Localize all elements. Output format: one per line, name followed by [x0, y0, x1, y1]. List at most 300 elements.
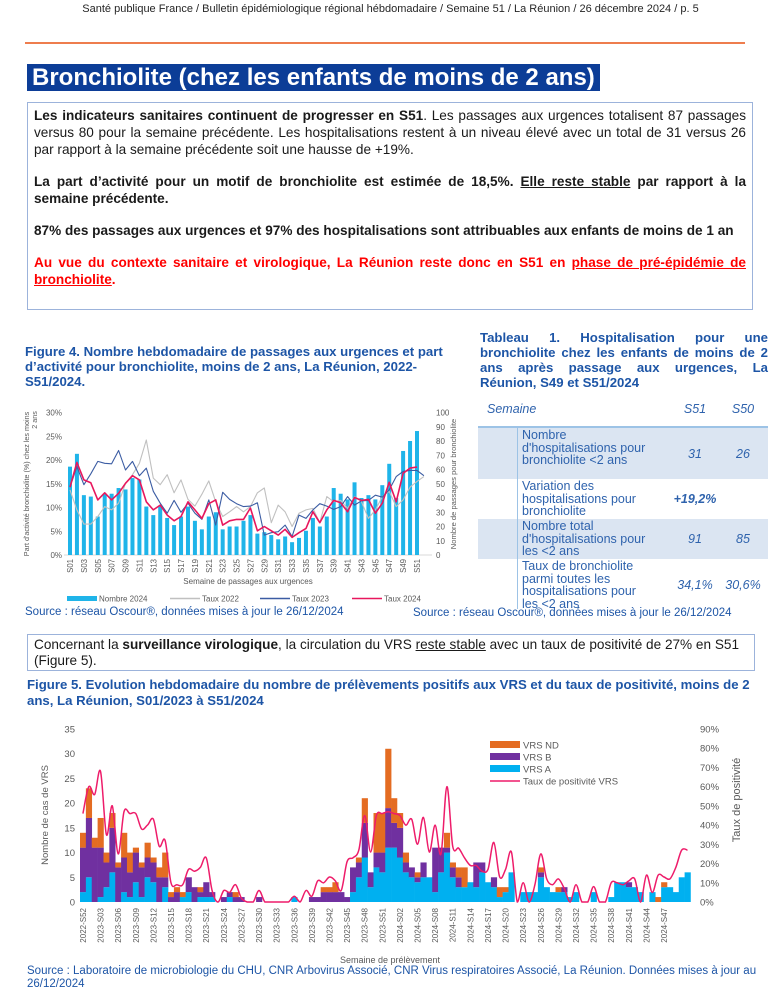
x-tick-label: 2024-S41	[624, 908, 634, 943]
figure5-source: Source : Laboratoire de microbiologie du CHU, CNR Arbovirus Associé, CNR Virus respiratoires Associé, La Réunion. Données mises à jour au 26/12/2024	[27, 965, 757, 990]
bar-vrs-b	[456, 877, 462, 887]
header-divider	[25, 42, 745, 44]
y-right-tick-label: 20	[436, 522, 445, 532]
summary-paragraph-3: 87% des passages aux urgences et 97% des hospitalisations sont attribuables aux enfants de moins de 1 an	[34, 223, 734, 238]
bar-vrs-a	[479, 872, 485, 902]
bar-vrs-nd	[503, 887, 509, 892]
bar-nombre-2024	[269, 535, 273, 555]
bar-nombre-2024	[366, 495, 370, 555]
x-tick-label: 2024-S11	[448, 908, 458, 943]
x-tick-label: 2023-S33	[272, 908, 282, 943]
summary-p1-lead: Les indicateurs sanitaires continuent de progresser en S51	[34, 108, 424, 123]
bar-vrs-b	[145, 858, 151, 878]
bar-vrs-nd	[115, 862, 121, 867]
bar-vrs-b	[186, 877, 192, 892]
legend-swatch-vrs-a	[490, 765, 520, 772]
bar-vrs-a	[485, 882, 491, 902]
bar-vrs-b	[133, 853, 139, 883]
legend-swatch-vrs-b	[490, 753, 520, 760]
y-left-tick-label: 20	[64, 798, 75, 810]
bar-nombre-2024	[151, 515, 155, 555]
x-tick-label: S33	[288, 559, 298, 573]
x-tick-label: S09	[121, 559, 131, 573]
x-tick-label: S01	[66, 559, 75, 573]
bar-vrs-b	[233, 897, 239, 902]
y-right-tick-label: 70	[436, 451, 445, 461]
x-tick-label: S05	[93, 559, 103, 573]
bar-vrs-a	[98, 897, 104, 902]
y-left-tick-label: 30	[64, 749, 75, 761]
bar-vrs-a	[86, 877, 92, 902]
x-tick-label: 2023-S21	[202, 908, 212, 943]
x-tick-label: S15	[163, 559, 173, 573]
table1-row-label: Variation des hospitalisations pour bronchiolite	[522, 479, 636, 519]
x-tick-label: S19	[190, 559, 200, 573]
bar-nombre-2024	[179, 517, 183, 555]
bar-vrs-b	[397, 828, 403, 858]
bar-nombre-2024	[283, 536, 287, 555]
bar-vrs-nd	[127, 853, 133, 873]
bar-nombre-2024	[137, 479, 141, 555]
y-right-tick-label: 0	[436, 551, 441, 560]
bar-vrs-nd	[403, 853, 409, 863]
bar-nombre-2024	[290, 542, 294, 555]
bar-nombre-2024	[103, 494, 107, 555]
bar-vrs-nd	[233, 892, 239, 897]
bar-vrs-a	[661, 887, 667, 902]
y-right-tick-label: 80	[436, 437, 445, 446]
bar-nombre-2024	[255, 534, 259, 555]
x-tick-label: 2023-S12	[149, 908, 159, 943]
bar-vrs-b	[315, 897, 321, 902]
x-tick-label: 2023-S48	[360, 908, 370, 943]
summary-paragraph-4-alert	[34, 254, 746, 288]
x-tick-label: 2023-S27	[237, 908, 247, 943]
legend-label: Taux 2024	[384, 594, 421, 604]
bar-nombre-2024	[276, 539, 280, 555]
figure4-source: Source : réseau Oscour®, données mises à jour le 26/12/2024	[25, 606, 344, 618]
bar-nombre-2024	[311, 518, 315, 555]
legend-swatch-nombre-2024	[67, 596, 97, 601]
bar-vrs-b	[356, 862, 362, 877]
bar-vrs-a	[121, 892, 127, 902]
table-row	[478, 519, 768, 559]
bar-nombre-2024	[144, 507, 148, 555]
line-taux-2023	[70, 451, 424, 537]
x-tick-label: S17	[177, 559, 187, 573]
bar-vrs-nd	[197, 887, 203, 892]
bar-nombre-2024	[242, 521, 246, 555]
bar-vrs-a	[103, 887, 109, 902]
y-left-tick-label: 10	[64, 848, 75, 860]
figure5-chart	[20, 715, 781, 967]
bar-vrs-nd	[180, 892, 186, 897]
bar-vrs-a	[356, 877, 362, 902]
bar-nombre-2024	[158, 507, 162, 555]
x-tick-label: 2023-S03	[96, 908, 106, 943]
x-tick-label: S29	[260, 559, 270, 573]
x-tick-label: 2024-S17	[484, 908, 493, 943]
y-left-tick-label: 5%	[50, 527, 62, 537]
x-tick-label: 2024-S23	[519, 908, 529, 943]
x-axis-title: Semaine de prélèvement	[339, 955, 441, 965]
bar-vrs-a	[456, 887, 462, 902]
x-tick-label: 2023-S18	[184, 908, 194, 943]
table1-header-semaine: Semaine	[487, 402, 537, 416]
y-right-tick-label: 90%	[700, 724, 720, 736]
virology-t3: , la circulation du VRS	[278, 637, 416, 652]
y-right-tick-label: 20%	[700, 859, 720, 871]
y-left-tick-label: 5	[69, 872, 75, 884]
summary-p4-phase: phase de pré-épidémie de bronchiolite	[34, 255, 746, 287]
y-left-tick-label: 25	[64, 773, 75, 785]
bar-vrs-b	[309, 897, 315, 902]
bar-vrs-nd	[444, 833, 450, 848]
table1-header-s51: S51	[683, 402, 707, 416]
y-right-tick-label: 40	[436, 494, 445, 503]
bar-vrs-b	[321, 892, 327, 902]
bar-vrs-b	[344, 897, 350, 902]
bar-vrs-b	[379, 853, 385, 873]
x-tick-label: S37	[315, 559, 325, 573]
y-left-tick-label: 15%	[45, 479, 62, 489]
x-tick-label: 2024-S44	[642, 908, 652, 943]
x-tick-label: 2023-S36	[290, 908, 300, 943]
bar-nombre-2024	[228, 527, 232, 556]
summary-p1-body: . Les passages aux urgences totalisent 87 passages versus 80 pour la semaine précédente. Les hospitalisations restent à un niveau élevé avec un total de 31 versus 26 par rapport à la semaine précédente soit une hausse de +19%.	[34, 108, 746, 157]
bar-vrs-b	[86, 818, 92, 877]
table1-row-label: Taux de bronchiolite parmi toutes les hospitalisations pour les <2 ans	[522, 559, 636, 611]
bar-nombre-2024	[207, 517, 211, 555]
bar-vrs-a	[497, 897, 503, 902]
y-left-tick-label: 30%	[45, 408, 62, 418]
bar-vrs-b	[403, 862, 409, 872]
y-left-axis-title: Nombre de cas de VRS	[40, 765, 51, 865]
y-right-tick-label: 30	[436, 508, 445, 518]
table1-cell-s50: 85	[736, 532, 750, 546]
y-right-axis-title: Taux de positivité	[731, 757, 743, 843]
bar-nombre-2024	[325, 517, 329, 555]
bar-nombre-2024	[248, 515, 252, 555]
bar-vrs-a	[679, 877, 685, 902]
y-left-axis-title: 2 ans	[30, 411, 39, 429]
y-right-tick-label: 60%	[700, 782, 720, 794]
x-tick-label: S51	[413, 559, 422, 573]
bar-nombre-2024	[130, 478, 134, 555]
x-tick-label: 2023-S06	[114, 908, 124, 943]
bar-vrs-b	[127, 872, 133, 897]
bar-vrs-a	[162, 887, 168, 902]
bar-vrs-b	[121, 858, 127, 893]
bar-vrs-b	[338, 892, 344, 902]
bar-vrs-nd	[121, 833, 127, 858]
x-tick-label: S45	[371, 559, 381, 573]
x-tick-label: 2024-S32	[572, 908, 581, 943]
bar-vrs-nd	[661, 882, 667, 887]
x-tick-label: 2024-S02	[395, 908, 405, 943]
y-right-tick-label: 90	[436, 422, 445, 432]
table-row	[478, 428, 768, 479]
table-row	[478, 479, 768, 519]
bar-vrs-nd	[391, 798, 397, 823]
bar-vrs-a	[403, 872, 409, 902]
x-tick-label: S13	[149, 559, 159, 573]
bar-vrs-a	[197, 897, 203, 902]
legend-label: Taux 2022	[202, 594, 239, 604]
summary-p2-end: par rapport à la semaine précédente.	[34, 174, 746, 206]
x-tick-label: S47	[385, 559, 395, 573]
table1-cell-s51: 34,1%	[677, 578, 713, 592]
bar-vrs-b	[156, 877, 162, 902]
summary-p2-emphasis: Elle reste stable	[520, 174, 631, 189]
table1-row-label: Nombre total d'hospitalisations pour les <2 ans	[522, 519, 646, 559]
bar-vrs-a	[491, 887, 497, 902]
y-right-tick-label: 0%	[700, 897, 714, 909]
table-row	[478, 559, 768, 609]
x-tick-label: S21	[204, 559, 214, 573]
bar-vrs-nd	[456, 867, 462, 877]
bar-vrs-b	[332, 892, 338, 902]
bar-vrs-a	[180, 897, 186, 902]
x-tick-label: S49	[399, 559, 409, 573]
running-header: Santé publique France / Bulletin épidémiologique régional hébdomadaire / Semaine 51 / La Réunion / 26 décembre 2024 / p. 5	[82, 3, 699, 15]
bar-vrs-b	[197, 892, 203, 897]
table1-cell-s51: 31	[688, 447, 702, 461]
bar-vrs-a	[420, 877, 426, 902]
bar-vrs-a	[379, 872, 385, 902]
bar-vrs-a	[409, 877, 415, 902]
bar-vrs-a	[649, 892, 655, 902]
bar-vrs-nd	[497, 887, 503, 897]
bar-vrs-b	[385, 808, 391, 848]
bar-vrs-a	[667, 887, 673, 902]
bar-vrs-nd	[98, 818, 104, 848]
table1-cell-s51: 91	[688, 532, 702, 546]
table1-column-divider	[517, 428, 518, 609]
legend-label: VRS A	[523, 764, 551, 776]
summary-box	[27, 102, 753, 310]
x-tick-label: 2024-S26	[536, 908, 546, 943]
bar-vrs-nd	[174, 887, 180, 892]
x-tick-label: 2023-S51	[378, 908, 388, 943]
bar-vrs-a	[520, 892, 526, 902]
bar-vrs-nd	[156, 867, 162, 877]
y-right-tick-label: 30%	[700, 839, 720, 851]
bar-vrs-a	[473, 887, 479, 902]
virology-t1: Concernant la	[34, 637, 123, 652]
bar-vrs-b	[203, 882, 209, 897]
table1-source: Source : réseau Oscour®, données mises à jour le 26/12/2024	[413, 607, 732, 619]
bar-vrs-nd	[538, 867, 544, 872]
x-tick-label: S35	[301, 559, 311, 573]
x-tick-label: 2023-S42	[325, 908, 335, 943]
bar-nombre-2024	[304, 531, 308, 555]
bar-nombre-2024	[89, 497, 93, 555]
y-left-tick-label: 0%	[50, 551, 62, 560]
bar-vrs-a	[109, 872, 115, 902]
bar-nombre-2024	[387, 464, 391, 555]
y-left-tick-label: 35	[64, 724, 75, 736]
bar-vrs-b	[409, 867, 415, 877]
y-right-tick-label: 10	[436, 536, 445, 546]
bar-vrs-a	[374, 867, 380, 902]
legend-label: Taux de positivité VRS	[523, 776, 619, 788]
bar-vrs-b	[162, 877, 168, 887]
y-left-tick-label: 0	[69, 897, 75, 909]
bar-nombre-2024	[82, 495, 86, 555]
bar-nombre-2024	[193, 521, 197, 555]
bar-vrs-b	[103, 862, 109, 887]
bar-vrs-b	[109, 828, 115, 872]
x-tick-label: 2022-S52	[78, 908, 88, 943]
y-left-tick-label: 15	[64, 823, 75, 835]
bar-vrs-b	[115, 867, 121, 902]
bar-vrs-a	[139, 897, 145, 902]
bar-vrs-b	[491, 877, 497, 887]
bar-vrs-nd	[450, 862, 456, 867]
virology-t4: reste stable	[415, 637, 486, 652]
table1-header-s50: S50	[731, 402, 755, 416]
y-right-tick-label: 100	[436, 408, 450, 418]
bar-vrs-nd	[356, 858, 362, 863]
bar-vrs-nd	[168, 892, 174, 897]
bar-vrs-nd	[133, 848, 139, 853]
bar-vrs-a	[368, 887, 374, 902]
bar-nombre-2024	[124, 489, 128, 555]
legend-label: VRS B	[523, 752, 552, 764]
bar-vrs-a	[127, 897, 133, 902]
bar-vrs-a	[391, 848, 397, 902]
bar-nombre-2024	[221, 529, 225, 555]
legend-swatch-vrs-nd	[490, 741, 520, 748]
bar-vrs-b	[415, 877, 421, 882]
bar-vrs-a	[432, 892, 438, 902]
bar-vrs-a	[350, 892, 356, 902]
bar-vrs-b	[420, 862, 426, 877]
bar-vrs-nd	[655, 897, 661, 902]
bar-vrs-nd	[555, 887, 561, 892]
bar-vrs-a	[550, 892, 556, 902]
bar-vrs-a	[685, 872, 691, 902]
bar-vrs-b	[150, 862, 156, 882]
bar-vrs-b	[98, 848, 104, 897]
bar-vrs-a	[227, 897, 233, 902]
bar-vrs-a	[438, 872, 444, 902]
bar-nombre-2024	[235, 527, 239, 556]
bar-vrs-a	[150, 882, 156, 902]
virology-box	[27, 634, 755, 671]
bar-vrs-a	[673, 892, 679, 902]
bar-vrs-b	[350, 867, 356, 892]
bar-nombre-2024	[110, 494, 114, 555]
x-tick-label: 2023-S15	[167, 908, 176, 943]
summary-p4-start: Au vue du contexte sanitaire et virologique, La Réunion reste donc en S51 en	[34, 255, 572, 270]
bar-vrs-a	[133, 882, 139, 902]
bar-vrs-a	[573, 892, 579, 902]
bar-nombre-2024	[318, 527, 322, 556]
x-tick-label: 2024-S38	[607, 908, 617, 943]
y-left-tick-label: 20%	[45, 456, 62, 465]
bar-vrs-a	[203, 897, 209, 902]
figure4-title: Figure 4. Nombre hebdomadaire de passages aux urgences et part d’activité pour bronchiolite, moins de 2 ans, La Réunion, 2022-S51/2024.	[25, 344, 443, 389]
y-right-tick-label: 80%	[700, 743, 720, 755]
bar-vrs-a	[186, 892, 192, 902]
bar-vrs-b	[256, 897, 262, 902]
virology-t5: avec un taux de positivité de 27% en S51 (Figure 5).	[34, 637, 740, 668]
bar-vrs-b	[327, 892, 333, 902]
bar-vrs-nd	[385, 749, 391, 808]
bar-nombre-2024	[332, 488, 336, 555]
y-right-tick-label: 50	[436, 479, 445, 489]
bar-vrs-b	[450, 867, 456, 877]
bar-vrs-nd	[462, 867, 468, 887]
bar-vrs-nd	[139, 862, 145, 867]
y-right-tick-label: 70%	[700, 762, 720, 774]
y-right-tick-label: 50%	[700, 801, 720, 813]
table1-cell-s50: 30,6%	[725, 578, 761, 592]
x-tick-label: 2024-S29	[554, 908, 564, 943]
bar-nombre-2024	[186, 507, 190, 555]
bar-vrs-nd	[103, 853, 109, 863]
virology-t2: surveillance virologique	[122, 637, 279, 652]
x-tick-label: 2023-S39	[307, 908, 317, 943]
bar-vrs-b	[368, 872, 374, 887]
table1-cell-s50: 26	[736, 447, 750, 461]
bar-vrs-a	[80, 892, 86, 902]
bar-vrs-a	[608, 897, 614, 902]
bar-vrs-a	[614, 882, 620, 902]
y-left-tick-label: 10%	[45, 503, 62, 513]
table1-row-label: Nombre d'hospitalisations pour bronchiolite <2 ans	[522, 428, 646, 468]
bar-vrs-nd	[321, 887, 327, 892]
x-tick-label: 2024-S20	[501, 908, 511, 943]
bar-vrs-nd	[80, 833, 86, 848]
bar-nombre-2024	[408, 441, 412, 555]
x-tick-label: S25	[232, 559, 242, 573]
x-tick-label: 2024-S14	[466, 908, 476, 943]
x-tick-label: 2023-S24	[219, 908, 229, 943]
bar-vrs-b	[432, 848, 438, 892]
y-left-axis-title: Part d'activité bronchiolite (%) chez les moins	[22, 411, 31, 557]
bar-vrs-a	[444, 853, 450, 902]
y-left-tick-label: 25%	[45, 432, 62, 442]
bar-vrs-nd	[379, 813, 385, 853]
x-tick-label: S31	[274, 559, 284, 573]
bar-vrs-a	[362, 858, 368, 902]
bar-vrs-a	[450, 877, 456, 902]
bar-vrs-a	[503, 892, 509, 902]
bar-vrs-a	[426, 877, 432, 902]
y-right-axis-title: Nombre de passages pour bronchiolite	[449, 418, 458, 550]
bar-vrs-nd	[145, 843, 151, 858]
bar-vrs-b	[444, 848, 450, 853]
bar-nombre-2024	[415, 431, 419, 555]
x-tick-label: S43	[357, 559, 367, 573]
x-tick-label: 2024-S05	[413, 908, 423, 943]
table1	[478, 398, 770, 611]
bar-nombre-2024	[165, 518, 169, 555]
section-title: Bronchiolite (chez les enfants de moins de 2 ans)	[27, 64, 600, 91]
x-tick-label: 2024-S35	[589, 908, 599, 943]
summary-paragraph-2	[34, 173, 746, 207]
y-right-tick-label: 40%	[700, 820, 720, 832]
x-tick-label: 2024-S08	[431, 908, 441, 943]
bar-vrs-nd	[415, 872, 421, 877]
bar-vrs-a	[397, 858, 403, 902]
bar-vrs-b	[139, 867, 145, 897]
x-tick-label: S11	[135, 559, 145, 573]
bar-vrs-nd	[150, 858, 156, 863]
